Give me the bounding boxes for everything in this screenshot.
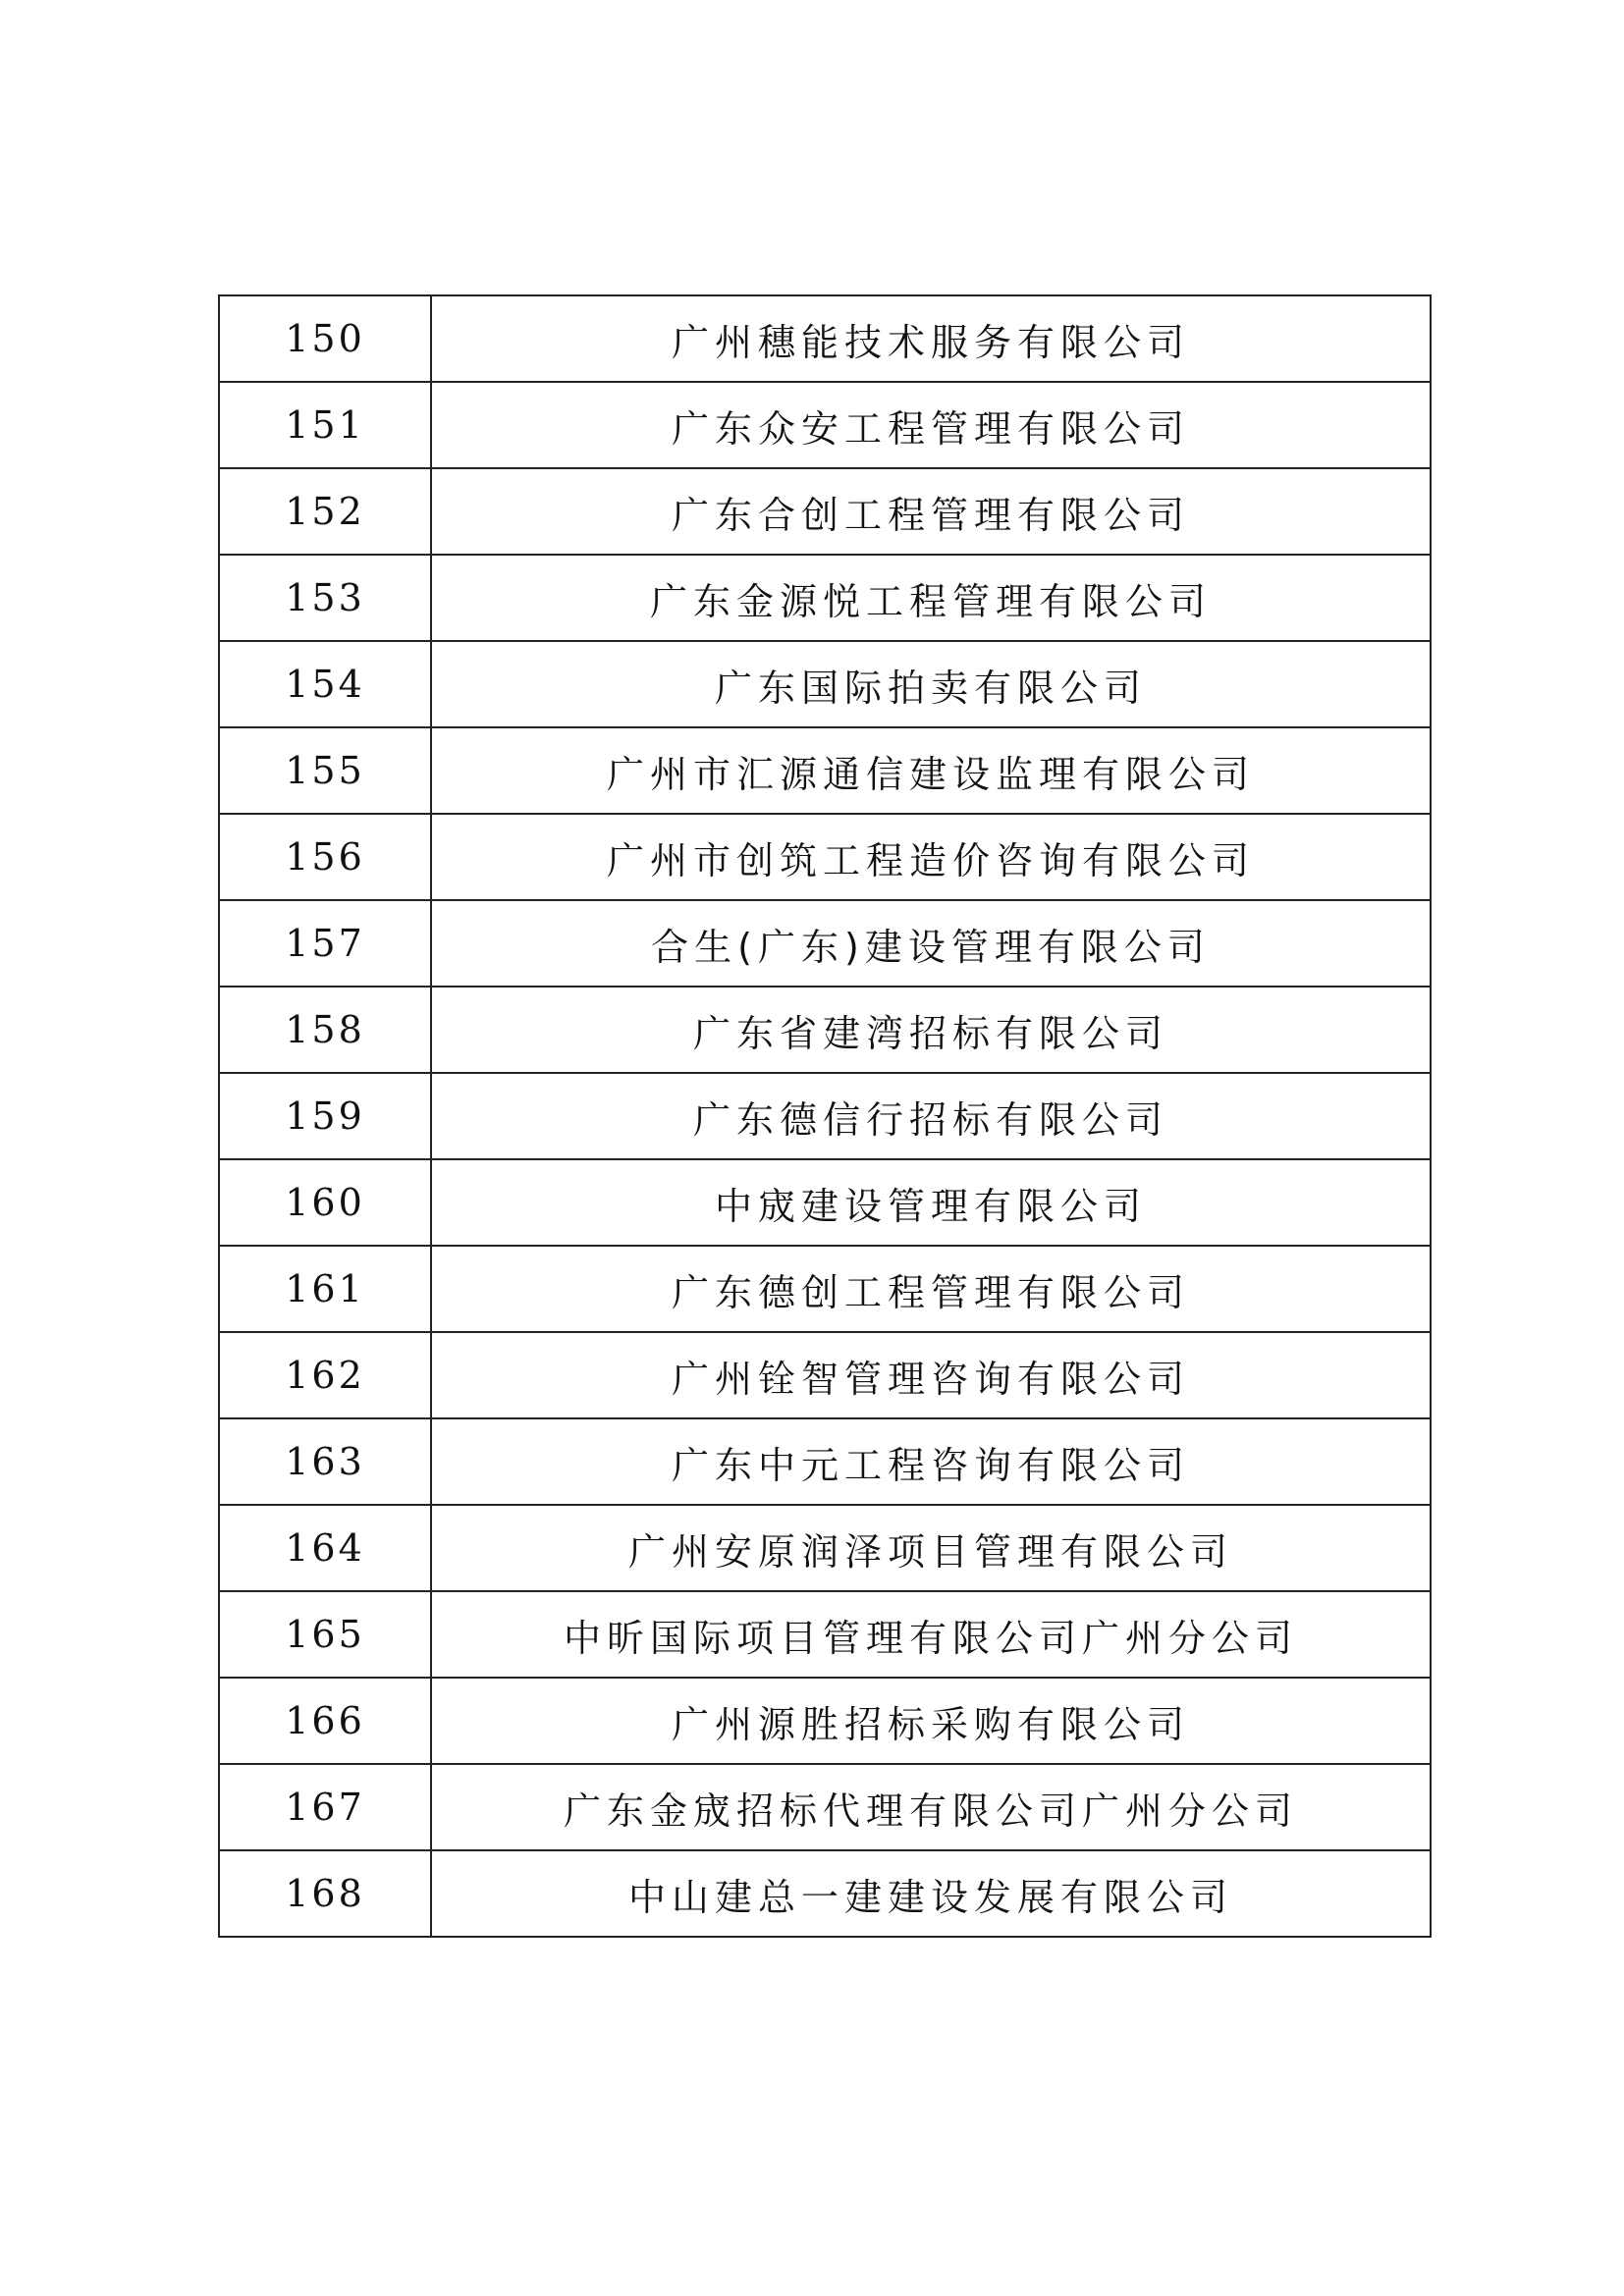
row-number-cell: 161 [219,1246,431,1332]
row-number-cell: 154 [219,641,431,727]
table-row [219,1332,1431,1418]
row-number-cell: 162 [219,1332,431,1418]
table-row [219,1505,1431,1591]
company-name-cell: 中山建总一建建设发展有限公司 [431,1850,1431,1937]
table-row [219,1591,1431,1678]
company-name-cell: 广州穗能技术服务有限公司 [431,295,1431,382]
company-name-cell: 广州市创筑工程造价咨询有限公司 [431,814,1431,900]
row-number-cell: 150 [219,295,431,382]
company-name-cell: 广州铨智管理咨询有限公司 [431,1332,1431,1418]
table-row [219,1678,1431,1764]
company-name-cell: 中宬建设管理有限公司 [431,1159,1431,1246]
row-number-cell: 156 [219,814,431,900]
row-number-cell: 166 [219,1678,431,1764]
row-number-cell: 157 [219,900,431,987]
table-row [219,987,1431,1073]
table-body [219,295,1431,1937]
row-number-cell: 155 [219,727,431,814]
company-list-table [218,294,1432,1938]
table-row [219,1418,1431,1505]
company-name-cell: 广东省建湾招标有限公司 [431,987,1431,1073]
table-row [219,1246,1431,1332]
company-name-cell: 广州市汇源通信建设监理有限公司 [431,727,1431,814]
row-number-cell: 167 [219,1764,431,1850]
table-row [219,468,1431,555]
table-row [219,1764,1431,1850]
row-number-cell: 163 [219,1418,431,1505]
table-row [219,727,1431,814]
table-row [219,900,1431,987]
row-number-cell: 158 [219,987,431,1073]
table-row [219,382,1431,468]
company-name-cell: 广东金源悦工程管理有限公司 [431,555,1431,641]
table-row [219,1159,1431,1246]
company-name-cell: 广东金宬招标代理有限公司广州分公司 [431,1764,1431,1850]
company-name-cell: 广东中元工程咨询有限公司 [431,1418,1431,1505]
company-name-cell: 广东合创工程管理有限公司 [431,468,1431,555]
company-name-cell: 合生(广东)建设管理有限公司 [431,900,1431,987]
table-row [219,814,1431,900]
company-name-cell: 广东德创工程管理有限公司 [431,1246,1431,1332]
row-number-cell: 165 [219,1591,431,1678]
company-name-cell: 广东众安工程管理有限公司 [431,382,1431,468]
table-row [219,1850,1431,1937]
company-name-cell: 广州源胜招标采购有限公司 [431,1678,1431,1764]
row-number-cell: 153 [219,555,431,641]
company-name-cell: 广州安原润泽项目管理有限公司 [431,1505,1431,1591]
row-number-cell: 164 [219,1505,431,1591]
row-number-cell: 152 [219,468,431,555]
row-number-cell: 168 [219,1850,431,1937]
row-number-cell: 151 [219,382,431,468]
table-row [219,1073,1431,1159]
company-name-cell: 中昕国际项目管理有限公司广州分公司 [431,1591,1431,1678]
row-number-cell: 160 [219,1159,431,1246]
company-name-cell: 广东国际拍卖有限公司 [431,641,1431,727]
table-row [219,641,1431,727]
company-name-cell: 广东德信行招标有限公司 [431,1073,1431,1159]
table-row [219,295,1431,382]
table-row [219,555,1431,641]
row-number-cell: 159 [219,1073,431,1159]
